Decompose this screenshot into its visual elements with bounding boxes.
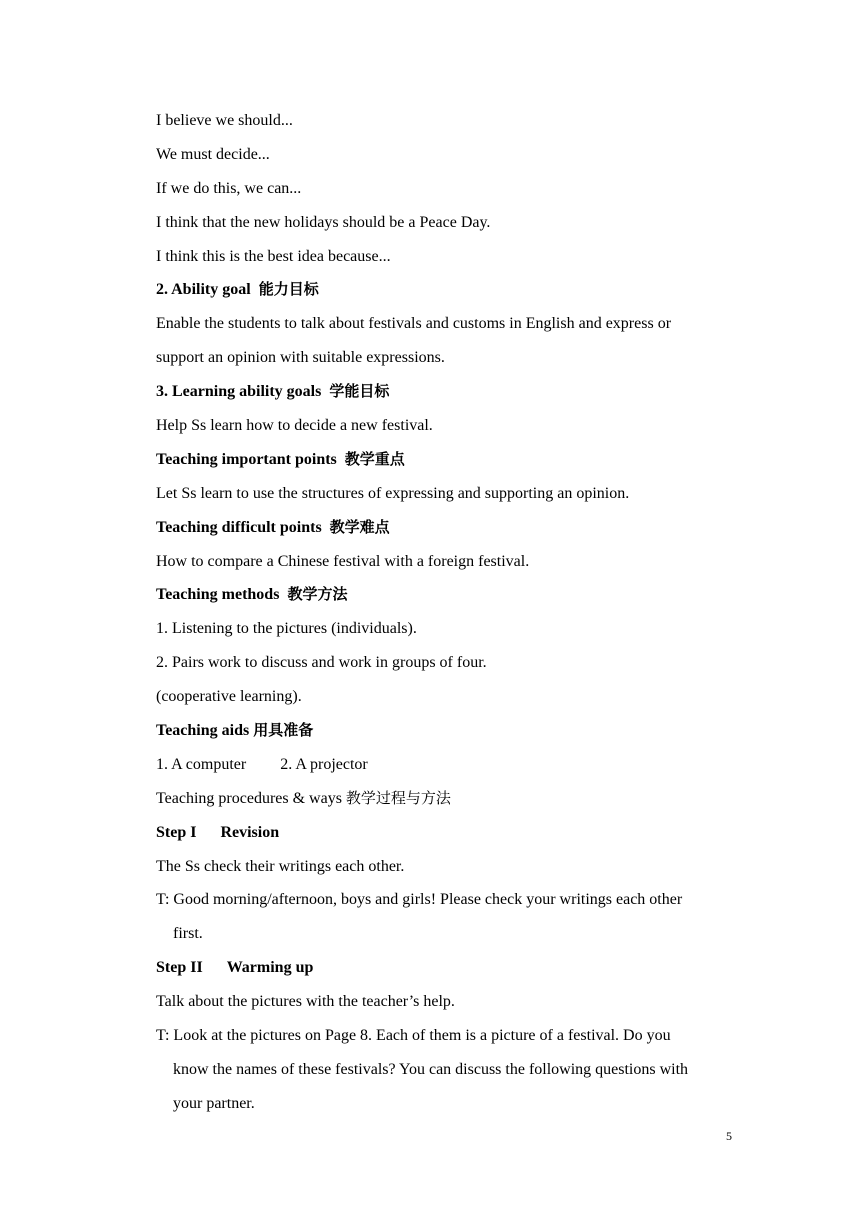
- teaching-aids-list: [156, 748, 746, 782]
- step-2-heading: [156, 951, 746, 985]
- difficult-points-heading: [156, 511, 746, 545]
- paragraph-line: (cooperative learning).: [156, 688, 302, 706]
- heading-cn: 学能目标: [329, 382, 390, 401]
- paragraph-line: Let Ss learn to use the structures of expressing and supporting an opinion.: [156, 484, 630, 502]
- phrase-line: We must decide...: [156, 145, 270, 163]
- teaching-methods-heading: [156, 578, 746, 612]
- paragraph-line: Enable the students to talk about festivals and customs in English and express or: [156, 315, 672, 333]
- ability-goal-heading: [156, 273, 746, 307]
- paragraph-line: know the names of these festivals? You can discuss the following questions with: [173, 1060, 689, 1078]
- heading-en: Teaching important points: [156, 450, 337, 468]
- heading-en: Teaching methods: [156, 586, 280, 604]
- paragraph-line: 1. Listening to the pictures (individuals).: [156, 620, 417, 638]
- phrase-line: I think that the new holidays should be a Peace Day.: [156, 213, 491, 231]
- paragraph-line: 2. Pairs work to discuss and work in groups of four.: [156, 654, 487, 672]
- paragraph-line: T: Look at the pictures on Page 8. Each of them is a picture of a festival. Do you: [156, 1027, 671, 1045]
- paragraph-line: T: Good morning/afternoon, boys and girls! Please check your writings each other: [156, 891, 683, 909]
- teaching-procedures-heading: [156, 782, 746, 816]
- paragraph-line: first.: [173, 925, 203, 943]
- heading-en: Teaching procedures & ways: [156, 789, 342, 807]
- step-label: Step II: [156, 959, 203, 977]
- phrase-line: I believe we should...: [156, 112, 293, 129]
- heading-cn: 教学难点: [329, 517, 390, 536]
- step-title: Revision: [220, 823, 280, 841]
- paragraph-line: The Ss check their writings each other.: [156, 857, 405, 875]
- heading-en: Teaching difficult points: [156, 518, 322, 536]
- step-label: Step I: [156, 823, 197, 841]
- heading-en: Teaching aids: [156, 722, 250, 740]
- heading-en: 3. Learning ability goals: [156, 383, 322, 401]
- paragraph-line: your partner.: [173, 1094, 255, 1112]
- learning-ability-heading: [156, 375, 746, 409]
- heading-cn: 能力目标: [258, 280, 319, 299]
- paragraph-line: Help Ss learn how to decide a new festival.: [156, 417, 433, 435]
- step-title: Warming up: [226, 959, 314, 977]
- page-body: [156, 104, 746, 1121]
- paragraph-line: support an opinion with suitable expressions.: [156, 349, 445, 367]
- heading-cn: 教学过程与方法: [345, 788, 451, 807]
- phrase-line: If we do this, we can...: [156, 179, 302, 197]
- paragraph-line: Talk about the pictures with the teacher’s help.: [156, 993, 455, 1011]
- page-number: 5: [726, 1129, 732, 1143]
- heading-cn: 用具准备: [253, 721, 314, 740]
- aid-item: 1. A computer: [156, 755, 247, 773]
- teaching-aids-heading: [156, 714, 746, 748]
- phrase-line: I think this is the best idea because...: [156, 247, 391, 265]
- heading-cn: 教学方法: [287, 585, 348, 604]
- heading-cn: 教学重点: [344, 449, 405, 468]
- paragraph-line: How to compare a Chinese festival with a foreign festival.: [156, 552, 530, 570]
- aid-item: 2. A projector: [280, 755, 368, 773]
- heading-en: 2. Ability goal: [156, 281, 251, 299]
- step-1-heading: [156, 816, 746, 850]
- important-points-heading: [156, 443, 746, 477]
